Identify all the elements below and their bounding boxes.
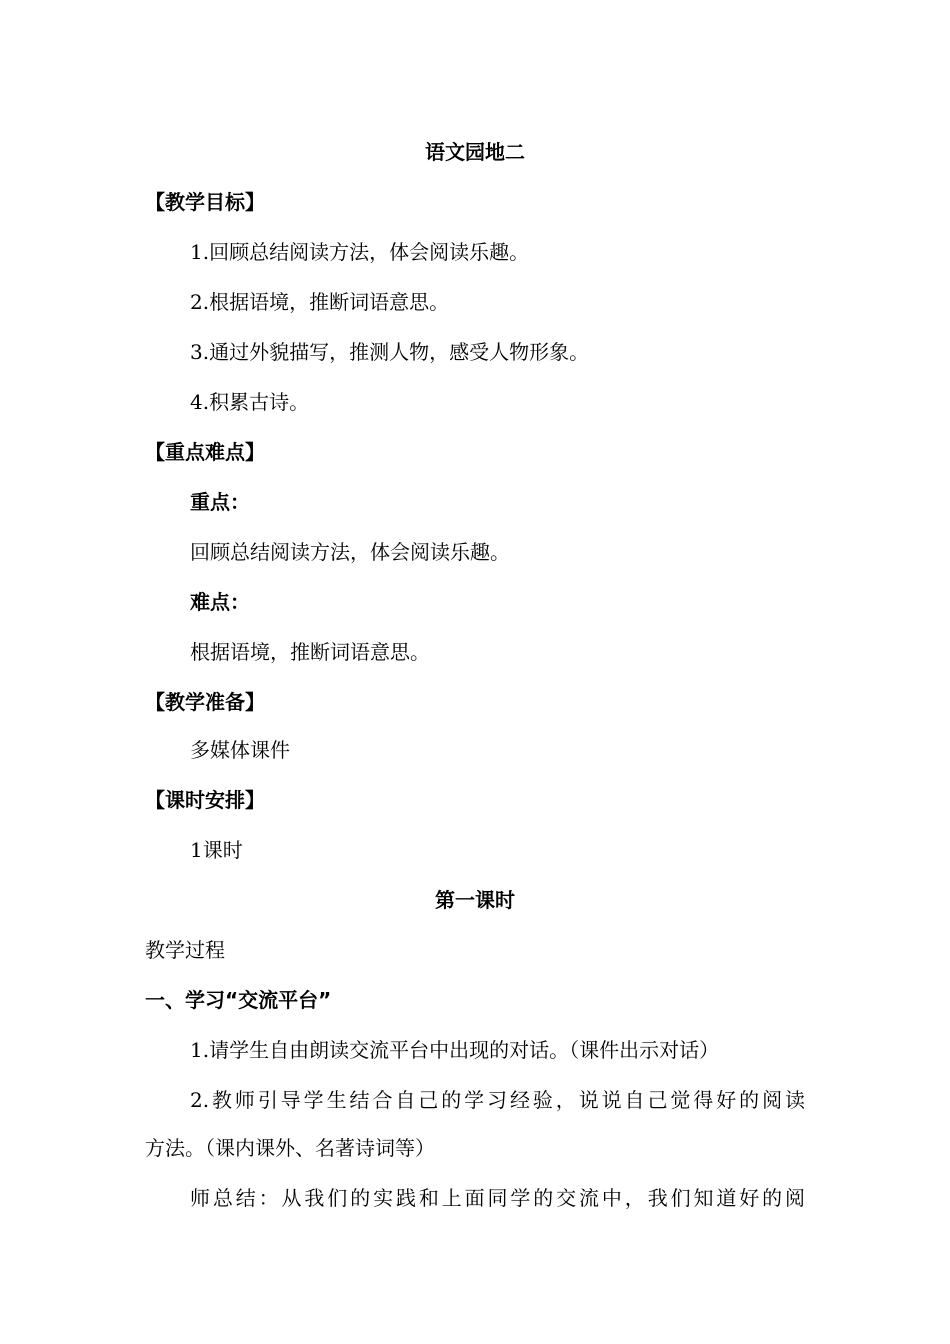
objective-item: 2.根据语境，推断词语意思。 xyxy=(190,290,450,314)
process-step: 1.请学生自由朗读交流平台中出现的对话。（课件出示对话） xyxy=(190,1038,720,1062)
objective-item: 4.积累古诗。 xyxy=(190,390,310,414)
process-label: 教学过程 xyxy=(145,938,225,962)
objective-item: 1.回顾总结阅读方法，体会阅读乐趣。 xyxy=(190,240,530,264)
section-heading: 一、学习“交流平台” xyxy=(145,988,332,1012)
preparation-text: 多媒体课件 xyxy=(190,738,290,762)
teacher-summary: 师总结：从我们的实践和上面同学的交流中，我们知道好的阅 xyxy=(190,1186,805,1210)
focus-label: 重点： xyxy=(190,490,250,514)
process-step: 2.教师引导学生结合自己的学习经验，说说自己觉得好的阅读 xyxy=(190,1088,805,1112)
lesson-title: 第一课时 xyxy=(435,888,515,912)
objectives-heading: 【教学目标】 xyxy=(145,190,265,214)
difficulty-text: 根据语境，推断词语意思。 xyxy=(190,640,430,664)
key-points-heading: 【重点难点】 xyxy=(145,440,265,464)
preparation-heading: 【教学准备】 xyxy=(145,690,265,714)
focus-text: 回顾总结阅读方法，体会阅读乐趣。 xyxy=(190,540,510,564)
objective-item: 3.通过外貌描写，推测人物，感受人物形象。 xyxy=(190,340,590,364)
document-title: 语文园地二 xyxy=(425,140,525,164)
difficulty-label: 难点： xyxy=(190,590,250,614)
process-step-continued: 方法。（课内课外、名著诗词等） xyxy=(145,1136,435,1160)
schedule-heading: 【课时安排】 xyxy=(145,788,265,812)
schedule-text: 1课时 xyxy=(190,838,243,862)
